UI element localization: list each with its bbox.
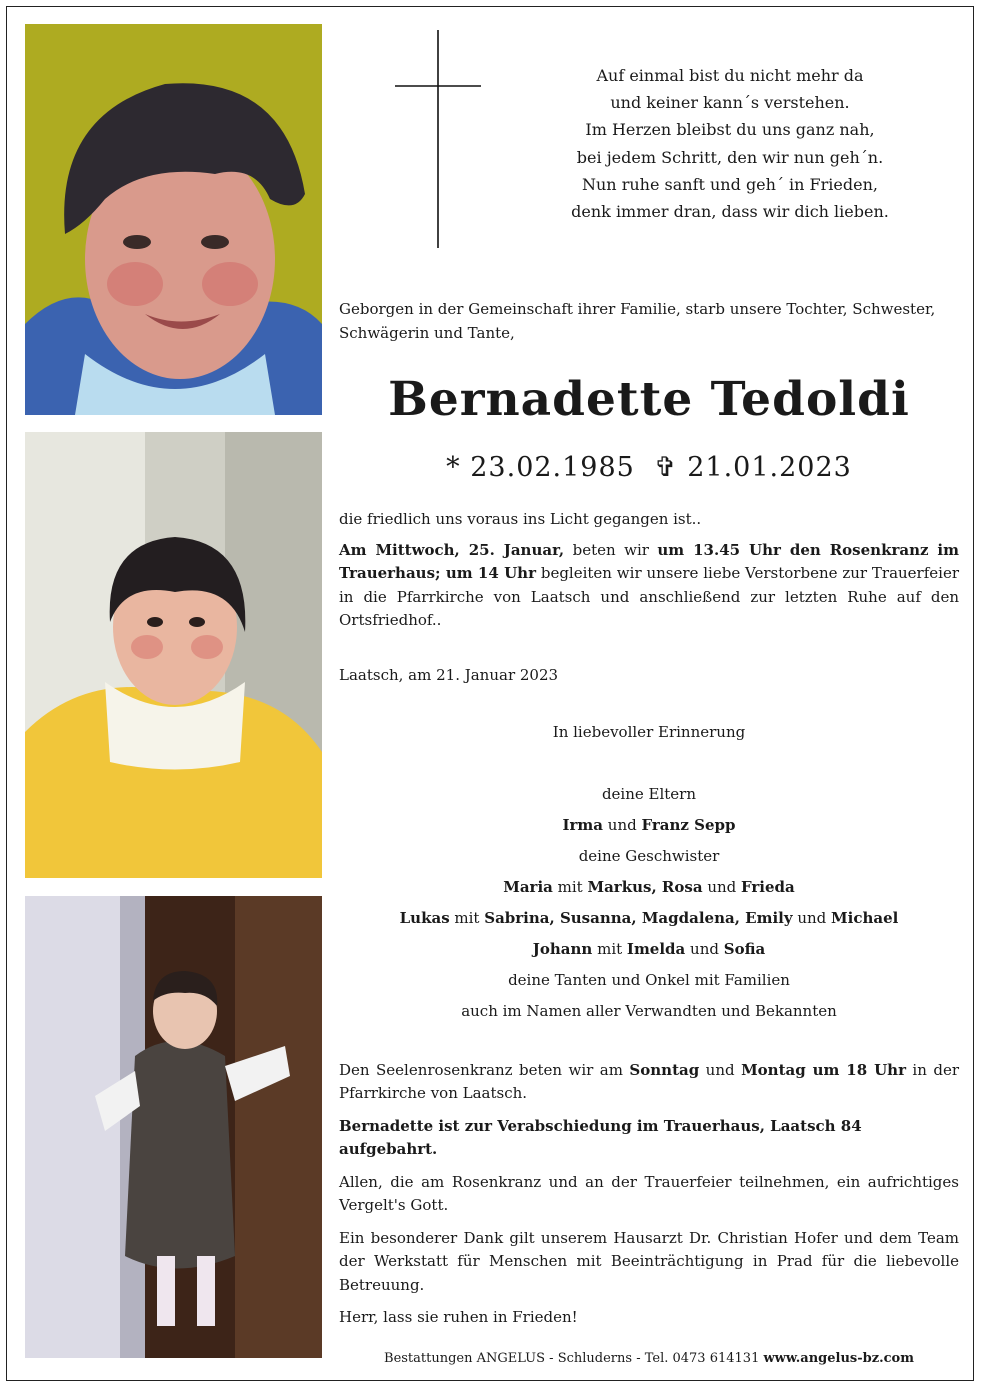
photo-toddler-image (25, 896, 322, 1358)
rosary-text-part: Den Seelenrosenkranz beten wir am (339, 1060, 630, 1079)
thanks-special: Ein besonderer Dank gilt unserem Hausarzt Dr. Christian Hofer und dem Team der Werkstatt für Menschen mit Beeinträchtigung in Prad für die liebevolle Betreuung. (339, 1228, 959, 1294)
family-name: Irma (562, 815, 604, 834)
death-date: 21.01.2023 (687, 452, 852, 483)
life-dates (339, 448, 959, 488)
footer-text: Bestattungen ANGELUS - Schluderns - Tel. 0473 614131 (384, 1351, 764, 1366)
photo-adult-image (25, 24, 322, 415)
poem-line: und keiner kann´s verstehen. (610, 93, 850, 113)
family-join: und (685, 939, 724, 958)
sibling-line (339, 872, 959, 903)
family-join: mit (449, 908, 485, 927)
family-name: Sabrina, Susanna, Magdalena, Emily (484, 908, 793, 927)
portrait-photo-adult (25, 24, 322, 415)
funeral-text (339, 539, 959, 633)
memorial-poem (500, 62, 960, 225)
funeral-text-part: beten wir (564, 540, 658, 559)
sibling-line (339, 903, 959, 934)
poem-line: Auf einmal bist du nicht mehr da (596, 66, 864, 85)
poem-line: bei jedem Schritt, den wir nun geh´n. (576, 147, 884, 167)
family-name: Markus, Rosa (587, 877, 703, 896)
family-join: mit (552, 877, 588, 896)
thanks-all: Allen, die am Rosenkranz und an der Trauerfeier teilnehmen, ein aufrichtiges Vergelt's Gott. (339, 1172, 959, 1214)
funeral-day: Am Mittwoch, 25. Januar, (339, 540, 565, 559)
aunts-uncles: deine Tanten und Onkel mit Familien (508, 970, 790, 989)
rosary-text (339, 1059, 959, 1106)
photo-child-image (25, 432, 322, 878)
footer (339, 1351, 959, 1366)
rosary-time: Montag um 18 Uhr (741, 1060, 906, 1079)
family-name: Maria (503, 877, 553, 896)
laid-out-text (339, 1115, 959, 1162)
memory-line: In liebevoller Erinnerung (552, 723, 746, 741)
poem-line: Nun ruhe sanft und geh´ in Frieden, (582, 174, 878, 194)
poem-line: Im Herzen bleibst du uns ganz nah, (585, 120, 875, 140)
siblings-label: deine Geschwister (578, 846, 720, 865)
funeral-times: um 13.45 Uhr den Rosenkranz im Trauerhaus; um 14 Uhr (339, 540, 960, 582)
family-name: Michael (831, 908, 899, 927)
family-join: mit (592, 939, 627, 958)
birth-date: 23.02.1985 (470, 452, 635, 483)
portrait-photo-child (25, 432, 322, 878)
rosary-day: Sonntag (629, 1060, 700, 1079)
laid-out-bold: Bernadette ist zur Verabschiedung im Trauerhaus, Laatsch 84 aufgebahrt. (339, 1116, 862, 1158)
deceased-name: Bernadette Tedoldi (388, 372, 910, 427)
family-name: Franz Sepp (641, 815, 736, 834)
notice-body (339, 508, 959, 1330)
family-name: Sofia (723, 939, 766, 958)
parents-names (339, 810, 959, 841)
relatives: auch im Namen aller Verwandten und Bekannten (461, 1001, 837, 1020)
cross-icon (395, 30, 481, 248)
family-name: Imelda (626, 939, 686, 958)
family-name: Frieda (741, 877, 795, 896)
family-name: Lukas (399, 908, 450, 927)
poem-line: denk immer dran, dass wir dich lieben. (571, 202, 889, 222)
passing-text: die friedlich uns voraus ins Licht gegangen ist.. (339, 510, 702, 528)
portrait-photo-toddler (25, 896, 322, 1358)
footer-website-link[interactable]: www.angelus-bz.com (763, 1351, 914, 1366)
rosary-text-part: in der Pfarrkirche von Laatsch. (339, 1060, 959, 1102)
intro-text: Geborgen in der Gemeinschaft ihrer Familie, starb unsere Tochter, Schwester, Schwägerin und Tante, (339, 300, 936, 342)
sibling-line (339, 934, 959, 965)
family-name: Johann (532, 939, 593, 958)
place-date: Laatsch, am 21. Januar 2023 (339, 665, 559, 684)
parents-label: deine Eltern (601, 784, 697, 803)
death-cross-icon: ✞ (654, 452, 678, 483)
family-list (339, 779, 959, 1027)
birth-star-icon: * (446, 452, 461, 483)
family-join: und (702, 877, 742, 896)
family-join: und (792, 908, 832, 927)
funeral-text-part: begleiten wir unsere liebe Verstorbene zur Trauerfeier in die Pfarrkirche von Laatsch und anschließend zur letzten Ruhe auf den Ortsfriedhof.. (339, 564, 960, 629)
rosary-text-part: und (699, 1060, 742, 1079)
family-join: und (603, 815, 642, 834)
closing-prayer: Herr, lass sie ruhen in Frieden! (339, 1308, 578, 1326)
